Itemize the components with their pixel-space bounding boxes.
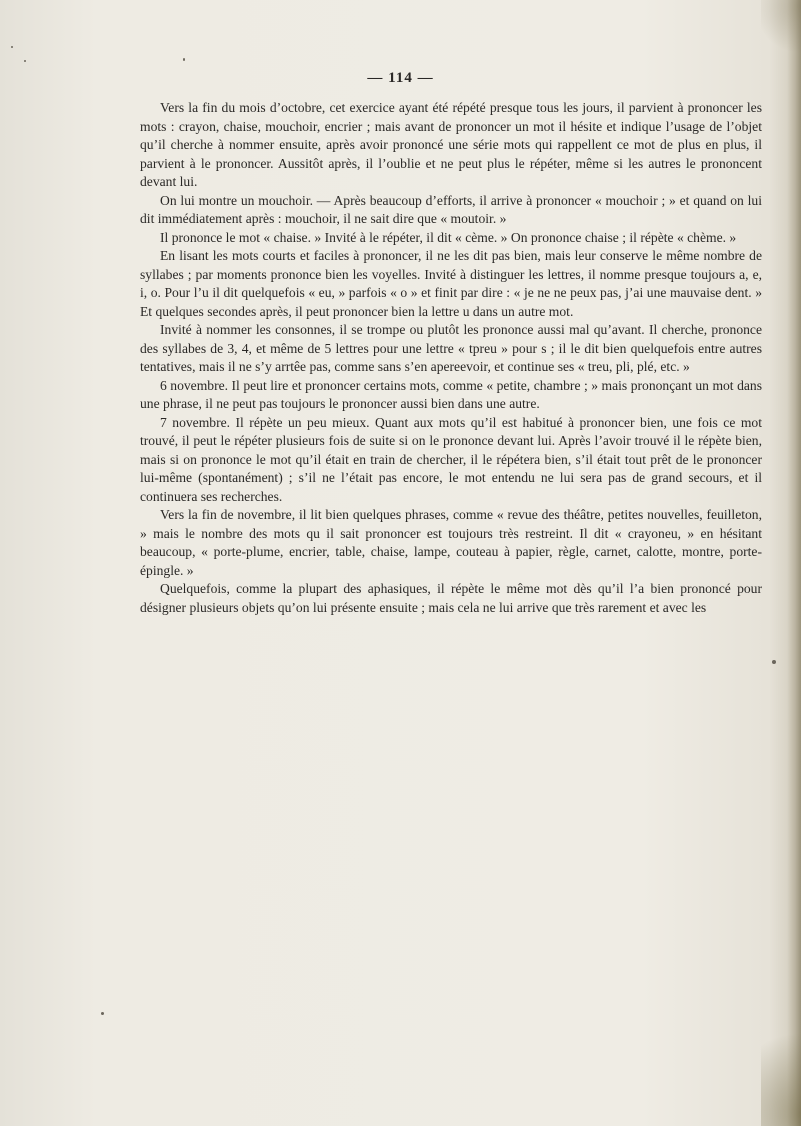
page-number: — 114 —: [367, 70, 434, 86]
body-text: [140, 99, 762, 617]
paragraph: Vers la fin du mois d’octobre, cet exercice ayant été répété presque tous les jours, il parvient à prononcer les mots : crayon, chaise, mouchoir, encrier ; mais avant de prononcer un mot il hésite et indique l’usage de l’objet qu’il cherche à nommer ensuite, après avoir prononcé une série mots qui rappellent ce mot de plus en plus, il parvient à le prononcer. Aussitôt après, il l’oublie et ne peut plus le répéter, même si les autres le prononcent devant lui.: [140, 100, 762, 189]
paragraph: Quelquefois, comme la plupart des aphasiques, il répète le même mot dès qu’il l’a bien prononcé pour désigner plusieurs objets qu’on lui présente ensuite ; mais cela ne lui arrive que très rarement et avec les: [140, 581, 762, 615]
ink-speck: [772, 660, 776, 664]
page-edge-shadow: [787, 0, 801, 1126]
ink-speck: [11, 46, 13, 48]
paragraph: Vers la fin de novembre, il lit bien quelques phrases, comme « revue des théâtre, petites nouvelles, feuilleton, » mais le nombre des mots qu il sait prononcer est toujours très restreint. Il dit « crayoneu, » en hésitant beaucoup, « porte-plume, encrier, table, chaise, lampe, couteau à papier, règle, carnet, calotte, montre, porte-épingle. »: [140, 507, 762, 578]
paragraph: En lisant les mots courts et faciles à prononcer, il ne les dit pas bien, mais leur conserve le même nombre de syllabes ; par moments prononce bien les voyelles. Invité à distinguer les lettres, il nomme presque toujours a, e, i, o. Pour l’u il dit quelquefois « eu, » parfois « o » et finit par dire : « je ne ne peux pas, j’ai une mauvaise dent. » Et quelques secondes après, il peut prononcer bien la lettre u dans un autre mot.: [140, 248, 762, 319]
paragraph: On lui montre un mouchoir. — Après beaucoup d’efforts, il arrive à prononcer « mouchoir ; » et quand on lui dit immédiatement après : mouchoir, il ne sait dire que « moutoir. »: [140, 192, 762, 226]
paper-stain-bottom: [761, 1006, 801, 1126]
paragraph: Il prononce le mot « chaise. » Invité à le répéter, il dit « cème. » On prononce chaise ; il répète « chème. »: [160, 229, 737, 245]
paragraph: Invité à nommer les consonnes, il se trompe ou plutôt les prononce aussi mal qu’avant. Il cherche, prononce des syllabes de 3, 4, et même de 5 lettres pour une lettre « tpreu » pour s ; il le dit bien quelquefois entre autres tentatives, mais il ne s’y arrtêe pas, comme sans s’en apereevoir, et continue ses « treu, pli, plé, etc. »: [140, 322, 762, 374]
ink-speck: [183, 58, 185, 61]
paragraph: 6 novembre. Il peut lire et prononcer certains mots, comme « petite, chambre ; » mais prononçant un mot dans une phrase, il ne peut pas toujours le prononcer aussi bien dans une autre.: [140, 377, 762, 411]
ink-speck: [24, 60, 26, 62]
paragraph: 7 novembre. Il répète un peu mieux. Quant aux mots qu’il est habitué à prononcer bien, une fois ce mot trouvé, il peut le répéter plusieurs fois de suite si on le prononce devant lui. Après l’avoir trouvé il le répète bien, mais si on prononce le mot qu’il était en train de chercher, il le répétera bien, s’il était tout prêt de le prononcer lui-même (spontanément) ; s’il ne l’était pas encore, le mot entendu ne lui sera pas de grand secours, et il continuera ses recherches.: [140, 414, 762, 504]
ink-speck: [101, 1012, 104, 1015]
paper-stain-top: [761, 0, 801, 60]
